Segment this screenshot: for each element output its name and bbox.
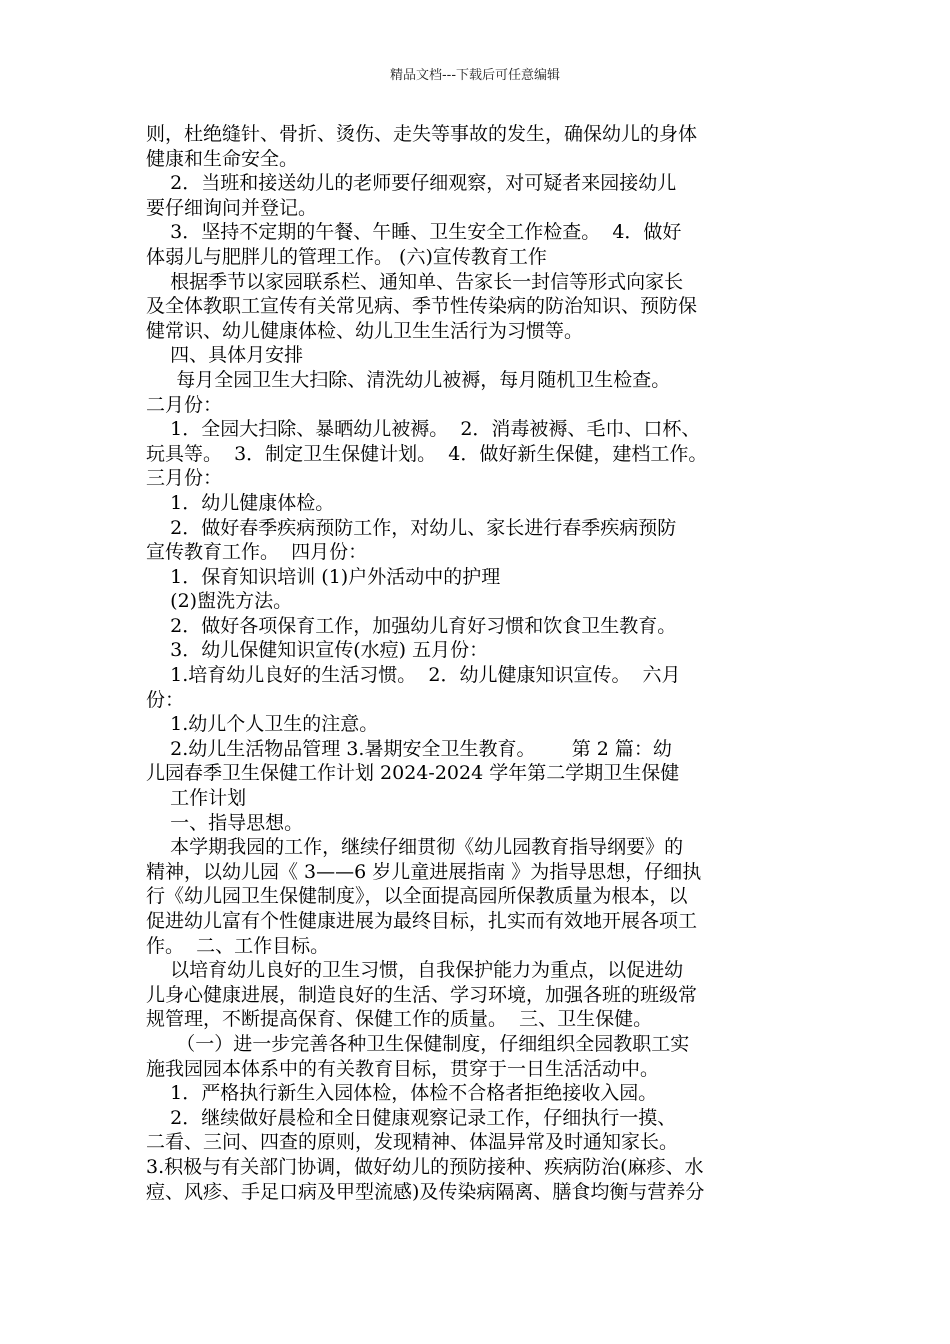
text-line: 1.培育幼儿良好的生活习惯。 2．幼儿健康知识宣传。 六月 [146,664,681,687]
text-line: 要仔细询问并登记。 [146,196,318,219]
page-header: 精品文档---下载后可任意编辑 [389,68,561,83]
text-line: 1．幼儿健康体检。 [146,491,335,514]
text-line: （一）进一步完善各种卫生保健制度，仔细组织全园教职工实 [146,1032,690,1055]
text-line: 根据季节以家园联系栏、通知单、告家长一封信等形式向家长 [146,270,684,293]
text-line: 三月份： [146,467,223,490]
text-line: 则，杜绝缝针、骨折、烫伤、走失等事故的发生，确保幼儿的身体 [146,123,698,145]
text-line: (2)盥洗方法。 [146,590,293,613]
text-line: 二月份： [146,393,223,416]
text-line: 健康和生命安全。 [146,147,299,170]
text-line: 1．全园大扫除、暴晒幼儿被褥。 2．消毒被褥、毛巾、口杯、 [146,418,701,441]
text-line: 每月全园卫生大扫除、清洗幼儿被褥，每月随机卫生检查。 [146,368,671,391]
document-body [146,122,810,1204]
text-line: 份： [146,688,185,711]
text-line: 儿园春季卫生保健工作计划 2024-2024 学年第二学期卫生保健 [146,762,680,785]
text-line: 行《幼儿园卫生保健制度》，以全面提高园所保教质量为根本，以 [146,885,688,908]
text-line: 促进幼儿富有个性健康进展为最终目标，扎实而有效地开展各项工 [146,910,698,932]
text-line: 及全体教职工宣传有关常见病、季节性传染病的防治知识、预防保 [146,295,698,318]
text-line: 宣传教育工作。 四月份： [146,541,368,564]
text-line: 1．保育知识培训 (1)户外活动中的护理 [146,565,501,588]
text-line: 二看、三问、四查的原则，发现精神、体温异常及时通知家长。 [146,1131,679,1154]
text-line: 工作计划 [146,787,247,810]
text-line: 一、指导思想。 [146,811,304,834]
text-line: 3．幼儿保健知识宣传(水痘) 五月份： [146,639,489,662]
text-line: 2．做好春季疾病预防工作，对幼儿、家长进行春季疾病预防 [146,516,677,539]
text-line: 儿身心健康进展，制造良好的生活、学习环境，加强各班的班级常 [146,983,698,1006]
text-line: 3.积极与有关部门协调，做好幼儿的预防接种、疾病防治(麻疹、水 [146,1155,704,1178]
text-line: 精神，以幼儿园《 3——6 岁儿童进展指南 》为指导思想，仔细执 [146,860,702,883]
text-line: 本学期我园的工作，继续仔细贯彻《幼儿园教育指导纲要》的 [146,836,684,859]
text-line: 以培育幼儿良好的卫生习惯，自我保护能力为重点，以促进幼 [146,959,684,982]
text-line: 2．做好各项保育工作，加强幼儿育好习惯和饮食卫生教育。 [146,614,677,637]
text-line: 作。 二、工作目标。 [146,934,330,957]
text-line: 玩具等。 3．制定卫生保健计划。 4．做好新生保健，建档工作。 [146,442,708,465]
text-line: 四、具体月安排 [146,344,304,367]
text-line: 2.幼儿生活物品管理 3.暑期安全卫生教育。 第 2 篇：幼 [146,737,672,760]
text-line: 规管理，不断提高保育、保健工作的质量。 三、卫生保健。 [146,1008,653,1031]
text-line: 2．当班和接送幼儿的老师要仔细观察，对可疑者来园接幼儿 [146,172,677,195]
text-line: 1.幼儿个人卫生的注意。 [146,713,379,736]
text-line: 体弱儿与肥胖儿的管理工作。 (六)宣传教育工作 [146,245,547,268]
text-line: 健常识、幼儿健康体检、幼儿卫生生活行为习惯等。 [146,319,584,342]
text-line: 3．坚持不定期的午餐、午睡、卫生安全工作检查。 4．做好 [146,221,682,244]
text-line: 施我园园本体系中的有关教育目标，贯穿于一日生活活动中。 [146,1057,660,1080]
text-line: 2．继续做好晨检和全日健康观察记录工作，仔细执行一摸、 [146,1106,677,1129]
text-line: 痘、风疹、手足口病及甲型流感)及传染病隔离、膳食均衡与营养分 [146,1180,705,1203]
text-line: 1．严格执行新生入园体检，体检不合格者拒绝接收入园。 [146,1082,658,1105]
